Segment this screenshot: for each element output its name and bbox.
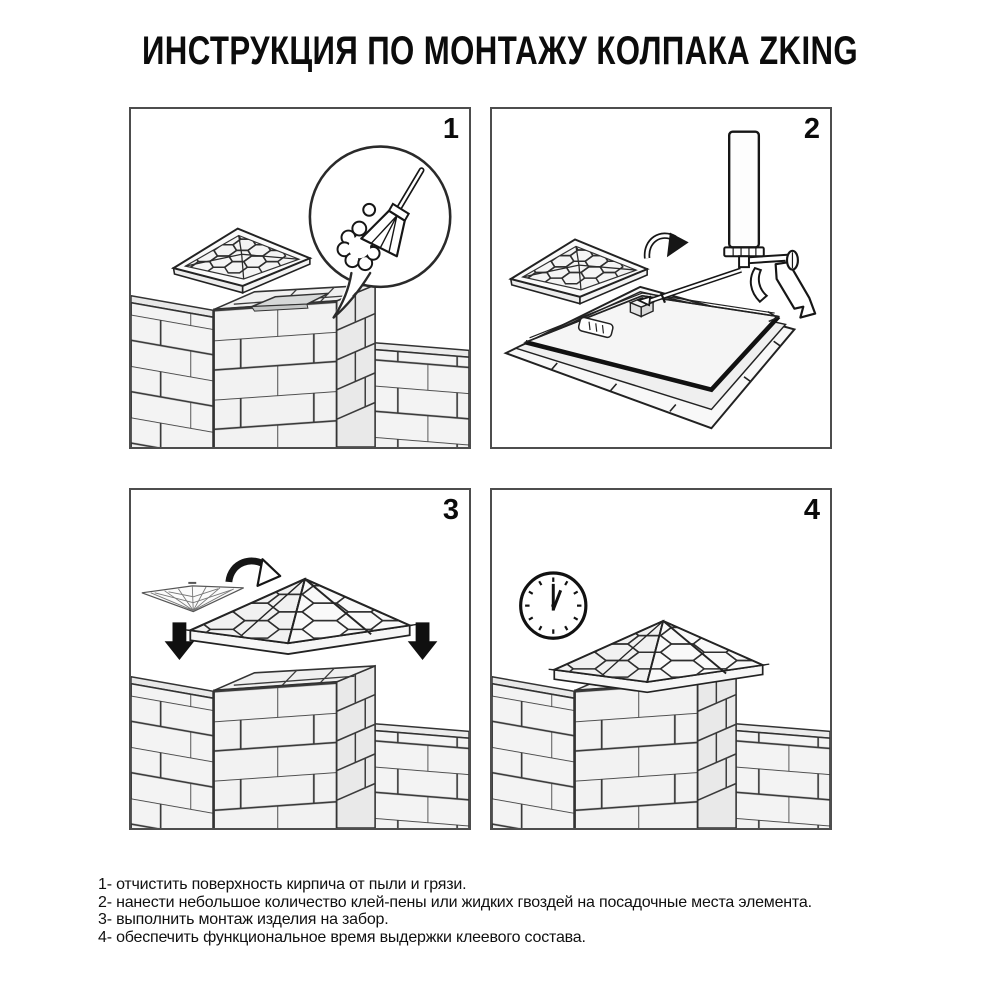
instruction-step-3: 3- выполнить монтаж изделия на забор.	[98, 911, 389, 929]
step3-illustration	[131, 490, 469, 828]
panel-number: 2	[803, 113, 820, 145]
panel-step-4	[490, 488, 832, 830]
cap-inverted-small	[142, 583, 244, 612]
foam-gun-icon	[638, 132, 815, 318]
flip-arrow-icon	[647, 233, 689, 259]
clock-icon	[521, 573, 586, 638]
flip-arrow-icon	[229, 559, 280, 586]
panel-number: 4	[803, 494, 820, 526]
panel-step-3	[129, 488, 471, 830]
panel-number: 1	[442, 113, 459, 145]
panel-number: 3	[442, 494, 459, 526]
panel-step-1	[129, 107, 471, 449]
page-title-text: ИНСТРУКЦИЯ ПО МОНТАЖУ КОЛПАКА ZKING	[141, 29, 859, 73]
instruction-step-1: 1- отчистить поверхность кирпича от пыли и грязи.	[98, 876, 467, 893]
brick-wall-pillar	[131, 285, 469, 447]
cap-pyramid	[164, 568, 417, 654]
down-arrow-icon	[165, 622, 195, 660]
step1-illustration	[131, 109, 469, 447]
step4-illustration	[492, 490, 830, 828]
down-arrow-icon	[408, 622, 438, 660]
instruction-step-2: 2- нанести небольшое количество клей-пены или жидких гвоздей на посадочные места элемента.	[98, 893, 812, 911]
cap-underside-tray	[506, 287, 795, 428]
instruction-step-4: 4- обеспечить функциональное время выдержки клеевого состава.	[98, 928, 586, 946]
page-title	[0, 31, 1000, 71]
panel-step-2	[490, 107, 832, 449]
cap-top-view	[154, 228, 309, 293]
instruction-list	[98, 876, 978, 946]
step2-illustration	[492, 109, 830, 447]
brick-wall-pillar	[131, 666, 469, 828]
